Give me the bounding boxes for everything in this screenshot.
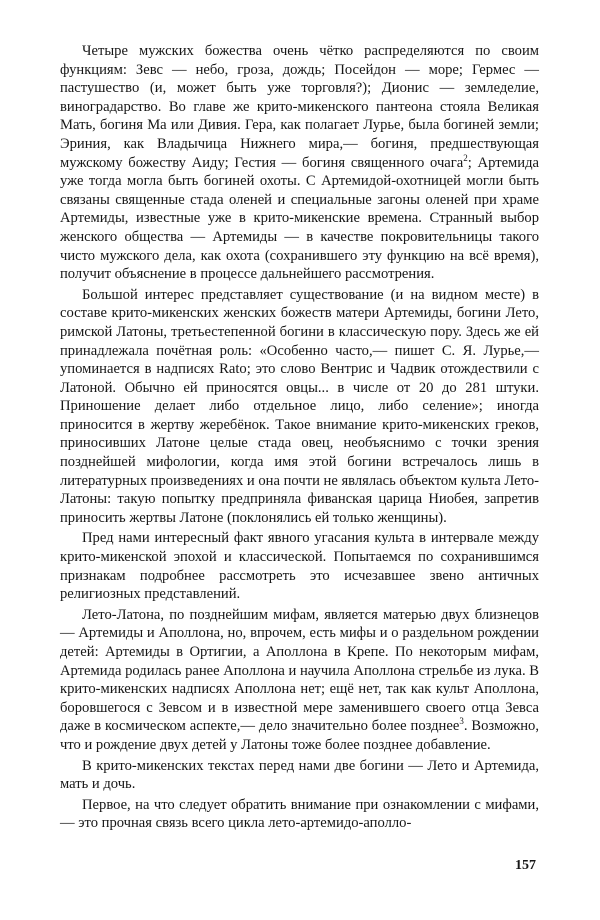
- paragraph-2-text: Большой интерес представляет существование (и на видном месте) в составе крито-микенских женских божеств матери Артемиды, богини Лето, римской Латоны, третьестепенной богини в классическую пору. Здесь же ей принадлежала почётная роль: «Особенно часто,— пишет С. Я. Лурье,— упоминается в надписях Rato; это слово Вентрис и Чадвик отождествили с Латоной. Обычно ей приносятся овцы... в числе от 20 до 281 штуки. Приношение делает либо отдельное лицо, либо селение»; иногда приносится в жертву жеребёнок. Такое внимание крито-микенских греков, приносивших Латоне целые стада овец, необъяснимо с точки зрения позднейшей мифологии, когда имя этой богини встречалось лишь в литературных произведениях и она почти не являлась объектом культа Лето-Латоны: такую попытку предприняла фиванская царица Ниобея, запретив приносить жертвы Латоне (поклонялись ей только женщины).: [60, 286, 539, 526]
- paragraph-4-text: Лето-Латона, по позднейшим мифам, является матерью двух близнецов — Артемиды и Аполлона, но, впрочем, есть мифы и о раздельном рождении детей: Артемиды в Ортигии, а Аполлона в Крепе. По некоторым мифам, Артемида родилась ранее Аполлона и научила Аполлона стрельбе из лука. В крито-микенских надписях Аполлона нет; ещё нет, так как культ Аполлона, боровшегося с Зевсом и в известной мере заменившего своего отца Зевса даже в космическом аспекте,— дело значительно более позднее: [60, 606, 539, 735]
- footnote-ref-3: 3: [459, 716, 464, 727]
- page-body: [60, 42, 539, 833]
- paragraph-4: [60, 606, 539, 755]
- paragraph-3: [60, 529, 539, 603]
- footnote-ref-2: 2: [463, 152, 468, 163]
- paragraph-2: [60, 286, 539, 528]
- paragraph-4-tail: . Возможно, что и рождение двух детей у Латоны тоже более позднее добавление.: [60, 718, 539, 753]
- paragraph-1: [60, 42, 539, 284]
- paragraph-1-text: Четыре мужских божества очень чётко распределяются по своим функциям: Зевс — небо, гроза, дождь; Посейдон — море; Гермес — пастушество (и, может быть уже торговля?); Дионис — земледелие, виноградарство. Во главе же крито-микенского пантеона стояла Великая Мать, богиня Ма или Дивия. Гера, как полагает Лурье, была богиней земли; Эриния, как Владычица Нижнего мира,— богиня, предшествующая мужскому божеству Аиду; Гестия — богиня священного очага: [60, 43, 539, 171]
- paragraph-3-text: Пред нами интересный факт явного угасания культа в интервале между крито-микенской эпохой и классической. Попытаемся по сохранившимся признакам подробнее рассмотреть это исчезавшее звено античных религиозных представлений.: [60, 530, 539, 603]
- paragraph-6-text: Первое, на что следует обратить внимание при ознакомлении с мифами,— это прочная связь всего цикла лето-артемидо-аполло-: [60, 796, 539, 832]
- page-number: 157: [515, 858, 536, 873]
- paragraph-6: [60, 796, 539, 833]
- paragraph-5: [60, 757, 539, 794]
- paragraph-1-tail: ; Артемида уже тогда могла быть богиней охоты. С Артемидой-охотницей могли быть связаны священные стада оленей и специальные загоны оленей при храме Артемиды, известные уже в крито-микенские времена. Странный выбор женского общества — Артемиды — в качестве покровительницы такого чисто мужского дела, как охота (сохранившего эту функцию на всё время), получит объяснение в процессе дальнейшего рассмотрения.: [60, 154, 539, 283]
- paragraph-5-text: В крито-микенских текстах перед нами две богини — Лето и Артемида, мать и дочь.: [60, 757, 539, 793]
